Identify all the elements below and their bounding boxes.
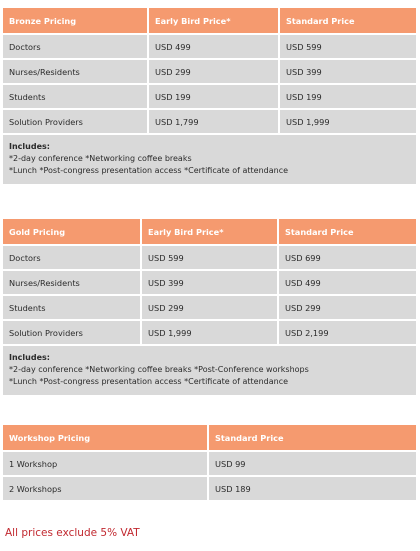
includes-row <box>3 346 416 397</box>
standard-price-cell: USD 499 <box>279 271 416 296</box>
includes-line: *Lunch *Post-congress presentation access *Certificate of attendance <box>9 166 289 175</box>
standard-price-cell: USD 1,999 <box>280 110 416 135</box>
table-row <box>3 477 416 502</box>
category-cell: Nurses/Residents <box>3 271 142 296</box>
workshop-header-tier: Workshop Pricing <box>3 425 209 452</box>
category-cell: Doctors <box>3 35 149 60</box>
table-row <box>3 452 416 477</box>
table-header-row <box>3 425 416 452</box>
category-cell: Solution Providers <box>3 321 142 346</box>
bronze-header-standard: Standard Price <box>280 8 416 35</box>
includes-title: Includes: <box>9 353 50 362</box>
workshop-count-cell: 2 Workshops <box>3 477 209 502</box>
early-bird-price-cell: USD 399 <box>142 271 279 296</box>
includes-cell <box>3 346 416 397</box>
bronze-pricing-table <box>3 8 416 186</box>
includes-row <box>3 135 416 186</box>
table-row <box>3 271 416 296</box>
table-row <box>3 85 416 110</box>
includes-title: Includes: <box>9 142 50 151</box>
category-cell: Students <box>3 296 142 321</box>
includes-line: *2-day conference *Networking coffee breaks *Post-Conference workshops <box>9 365 309 374</box>
gold-header-tier: Gold Pricing <box>3 219 142 246</box>
table-row <box>3 110 416 135</box>
workshop-pricing-table <box>3 425 416 502</box>
early-bird-price-cell: USD 1,999 <box>142 321 279 346</box>
vat-note: All prices exclude 5% VAT <box>5 527 140 539</box>
bronze-header-tier: Bronze Pricing <box>3 8 149 35</box>
category-cell: Nurses/Residents <box>3 60 149 85</box>
bronze-header-early-bird: Early Bird Price* <box>149 8 280 35</box>
table-row <box>3 35 416 60</box>
table-header-row <box>3 219 416 246</box>
early-bird-price-cell: USD 1,799 <box>149 110 280 135</box>
table-row <box>3 296 416 321</box>
standard-price-cell: USD 199 <box>280 85 416 110</box>
table-row <box>3 321 416 346</box>
standard-price-cell: USD 299 <box>279 296 416 321</box>
gold-header-early-bird: Early Bird Price* <box>142 219 279 246</box>
workshop-count-cell: 1 Workshop <box>3 452 209 477</box>
early-bird-price-cell: USD 499 <box>149 35 280 60</box>
includes-cell <box>3 135 416 186</box>
early-bird-price-cell: USD 199 <box>149 85 280 110</box>
early-bird-price-cell: USD 299 <box>142 296 279 321</box>
workshop-header-standard: Standard Price <box>209 425 416 452</box>
table-row <box>3 60 416 85</box>
early-bird-price-cell: USD 599 <box>142 246 279 271</box>
table-row <box>3 246 416 271</box>
category-cell: Solution Providers <box>3 110 149 135</box>
gold-header-standard: Standard Price <box>279 219 416 246</box>
early-bird-price-cell: USD 299 <box>149 60 280 85</box>
standard-price-cell: USD 699 <box>279 246 416 271</box>
includes-line: *Lunch *Post-congress presentation access *Certificate of attendance <box>9 377 289 386</box>
standard-price-cell: USD 2,199 <box>279 321 416 346</box>
category-cell: Doctors <box>3 246 142 271</box>
gold-pricing-table <box>3 219 416 397</box>
standard-price-cell: USD 189 <box>209 477 416 502</box>
includes-line: *2-day conference *Networking coffee breaks <box>9 154 192 163</box>
standard-price-cell: USD 99 <box>209 452 416 477</box>
standard-price-cell: USD 599 <box>280 35 416 60</box>
standard-price-cell: USD 399 <box>280 60 416 85</box>
category-cell: Students <box>3 85 149 110</box>
table-header-row <box>3 8 416 35</box>
